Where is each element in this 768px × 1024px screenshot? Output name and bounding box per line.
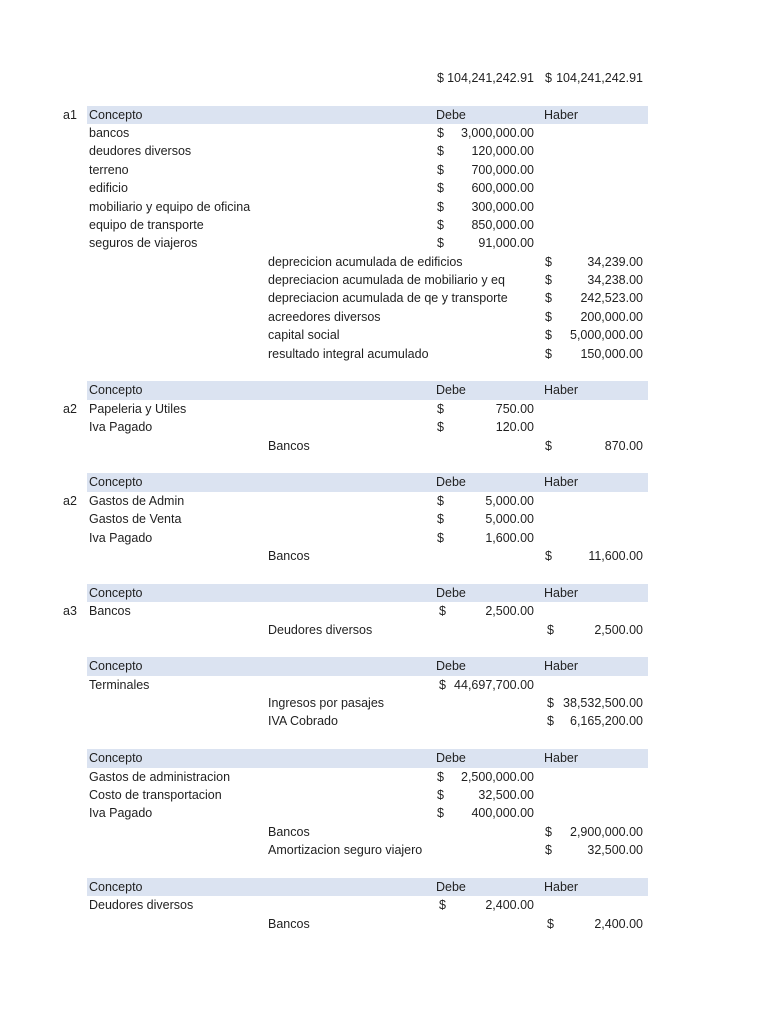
- debit-account: Costo de transportacion: [89, 788, 222, 803]
- debit-line: [0, 510, 768, 528]
- credit-account: acreedores diversos: [268, 309, 381, 324]
- currency-symbol: $: [437, 493, 444, 508]
- totals-row: [0, 69, 768, 87]
- currency-symbol: $: [545, 843, 552, 858]
- debit-account: Papeleria y Utiles: [89, 401, 187, 416]
- column-header-debe: Debe: [436, 475, 466, 490]
- currency-symbol: $: [545, 548, 552, 563]
- debit-line: [0, 400, 768, 418]
- column-header-debe: Debe: [436, 879, 466, 894]
- debit-account: terreno: [89, 162, 129, 177]
- credit-line: [0, 547, 768, 565]
- column-header-haber: Haber: [544, 383, 579, 398]
- debit-account: seguros de viajeros: [89, 236, 198, 251]
- credit-line: [0, 694, 768, 712]
- credit-amount: 32,500.00: [587, 843, 643, 858]
- debit-account: Gastos de administracion: [89, 769, 231, 784]
- column-header-debe: Debe: [436, 659, 466, 674]
- credit-line: [0, 271, 768, 289]
- entry-header-row: [0, 381, 768, 399]
- debit-account: mobiliario y equipo de oficina: [89, 199, 251, 214]
- debit-amount: 5,000.00: [485, 493, 534, 508]
- currency-symbol: $: [545, 273, 552, 288]
- credit-account: capital social: [268, 328, 340, 343]
- debit-amount: 1,600.00: [485, 530, 534, 545]
- credit-account: Deudores diversos: [268, 622, 373, 637]
- credit-account: Bancos: [268, 824, 310, 839]
- debit-account: bancos: [89, 125, 130, 140]
- entry-header-row: [0, 657, 768, 675]
- currency-symbol: $: [437, 70, 444, 85]
- credit-line: [0, 823, 768, 841]
- entry-label: a1: [63, 107, 77, 122]
- column-header-debe: Debe: [436, 585, 466, 600]
- credit-account: Amortizacion seguro viajero: [268, 843, 423, 858]
- currency-symbol: $: [437, 530, 444, 545]
- column-header-concepto: Concepto: [89, 659, 143, 674]
- currency-symbol: $: [545, 824, 552, 839]
- debit-amount: 120,000.00: [471, 144, 534, 159]
- credit-amount: 34,239.00: [587, 254, 643, 269]
- currency-symbol: $: [545, 70, 552, 85]
- column-header-concepto: Concepto: [89, 383, 143, 398]
- credit-amount: 2,900,000.00: [570, 824, 643, 839]
- currency-symbol: $: [437, 236, 444, 251]
- column-header-haber: Haber: [544, 879, 579, 894]
- debit-line: [0, 142, 768, 160]
- credit-amount: 5,000,000.00: [570, 328, 643, 343]
- column-header-concepto: Concepto: [89, 751, 143, 766]
- debit-line: [0, 676, 768, 694]
- debit-amount: 32,500.00: [478, 788, 534, 803]
- column-header-haber: Haber: [544, 475, 579, 490]
- debit-line: [0, 602, 768, 620]
- currency-symbol: $: [545, 291, 552, 306]
- credit-amount: 38,532,500.00: [563, 696, 643, 711]
- debit-amount: 2,400.00: [485, 898, 534, 913]
- total-haber: 104,241,242.91: [556, 70, 643, 85]
- currency-symbol: $: [437, 769, 444, 784]
- currency-symbol: $: [437, 162, 444, 177]
- credit-amount: 870.00: [604, 438, 643, 453]
- currency-symbol: $: [547, 714, 554, 729]
- currency-symbol: $: [437, 788, 444, 803]
- currency-symbol: $: [545, 328, 552, 343]
- currency-symbol: $: [439, 604, 446, 619]
- debit-amount: 750.00: [495, 401, 534, 416]
- credit-account: Bancos: [268, 548, 310, 563]
- currency-symbol: $: [545, 309, 552, 324]
- currency-symbol: $: [437, 512, 444, 527]
- currency-symbol: $: [545, 346, 552, 361]
- credit-amount: 6,165,200.00: [570, 714, 643, 729]
- debit-account: deudores diversos: [89, 144, 192, 159]
- entry-label: a2: [63, 493, 77, 508]
- column-header-debe: Debe: [436, 751, 466, 766]
- debit-account: Iva Pagado: [89, 530, 153, 545]
- debit-amount: 2,500.00: [485, 604, 534, 619]
- currency-symbol: $: [545, 254, 552, 269]
- journal-sheet: [0, 69, 768, 933]
- debit-amount: 3,000,000.00: [461, 125, 534, 140]
- credit-amount: 2,500.00: [594, 622, 643, 637]
- column-header-concepto: Concepto: [89, 475, 143, 490]
- currency-symbol: $: [437, 401, 444, 416]
- debit-amount: 91,000.00: [478, 236, 534, 251]
- currency-symbol: $: [437, 125, 444, 140]
- credit-amount: 11,600.00: [588, 548, 643, 563]
- credit-line: [0, 289, 768, 307]
- entry-header-row: [0, 749, 768, 767]
- debit-account: Deudores diversos: [89, 898, 194, 913]
- debit-amount: 600,000.00: [471, 181, 534, 196]
- credit-account: depreciacion acumulada de mobiliario y eq: [268, 273, 505, 288]
- column-header-concepto: Concepto: [89, 879, 143, 894]
- column-header-haber: Haber: [544, 659, 579, 674]
- debit-line: [0, 492, 768, 510]
- currency-symbol: $: [547, 916, 554, 931]
- debit-line: [0, 804, 768, 822]
- credit-account: depreciacion acumulada de qe y transporte: [268, 291, 508, 306]
- credit-line: [0, 915, 768, 933]
- credit-line: [0, 253, 768, 271]
- debit-line: [0, 124, 768, 142]
- debit-line: [0, 768, 768, 786]
- credit-line: [0, 308, 768, 326]
- entry-header-row: [0, 106, 768, 124]
- credit-line: [0, 326, 768, 344]
- credit-account: Bancos: [268, 438, 310, 453]
- debit-account: equipo de transporte: [89, 217, 204, 232]
- debit-line: [0, 216, 768, 234]
- debit-amount: 44,697,700.00: [454, 677, 534, 692]
- debit-line: [0, 234, 768, 252]
- entry-label: a2: [63, 401, 77, 416]
- entry-header-row: [0, 878, 768, 896]
- debit-line: [0, 896, 768, 914]
- entry-header-row: [0, 473, 768, 491]
- debit-amount: 850,000.00: [471, 217, 534, 232]
- entry-header-row: [0, 584, 768, 602]
- credit-account: Ingresos por pasajes: [268, 696, 385, 711]
- credit-line: [0, 841, 768, 859]
- debit-amount: 120.00: [495, 420, 534, 435]
- column-header-haber: Haber: [544, 585, 579, 600]
- credit-account: deprecicion acumulada de edificios: [268, 254, 463, 269]
- credit-account: resultado integral acumulado: [268, 346, 429, 361]
- credit-amount: 150,000.00: [580, 346, 643, 361]
- column-header-haber: Haber: [544, 107, 579, 122]
- debit-amount: 2,500,000.00: [461, 769, 534, 784]
- debit-account: Terminales: [89, 677, 150, 692]
- column-header-debe: Debe: [436, 383, 466, 398]
- debit-line: [0, 161, 768, 179]
- column-header-concepto: Concepto: [89, 107, 143, 122]
- debit-account: Iva Pagado: [89, 420, 153, 435]
- currency-symbol: $: [545, 438, 552, 453]
- currency-symbol: $: [437, 144, 444, 159]
- debit-account: Gastos de Admin: [89, 493, 185, 508]
- debit-line: [0, 179, 768, 197]
- debit-line: [0, 418, 768, 436]
- column-header-debe: Debe: [436, 107, 466, 122]
- debit-amount: 400,000.00: [471, 806, 534, 821]
- credit-amount: 2,400.00: [594, 916, 643, 931]
- debit-account: Bancos: [89, 604, 131, 619]
- debit-account: Iva Pagado: [89, 806, 153, 821]
- credit-line: [0, 437, 768, 455]
- currency-symbol: $: [439, 898, 446, 913]
- currency-symbol: $: [439, 677, 446, 692]
- currency-symbol: $: [547, 622, 554, 637]
- debit-amount: 5,000.00: [485, 512, 534, 527]
- credit-line: [0, 712, 768, 730]
- debit-amount: 700,000.00: [471, 162, 534, 177]
- total-debe: 104,241,242.91: [447, 70, 534, 85]
- credit-account: IVA Cobrado: [268, 714, 338, 729]
- currency-symbol: $: [437, 420, 444, 435]
- debit-account: Gastos de Venta: [89, 512, 182, 527]
- column-header-haber: Haber: [544, 751, 579, 766]
- currency-symbol: $: [437, 181, 444, 196]
- credit-line: [0, 345, 768, 363]
- entry-label: a3: [63, 604, 77, 619]
- debit-amount: 300,000.00: [471, 199, 534, 214]
- debit-account: edificio: [89, 181, 128, 196]
- column-header-concepto: Concepto: [89, 585, 143, 600]
- currency-symbol: $: [547, 696, 554, 711]
- debit-line: [0, 786, 768, 804]
- currency-symbol: $: [437, 199, 444, 214]
- debit-line: [0, 198, 768, 216]
- credit-line: [0, 621, 768, 639]
- credit-amount: 242,523.00: [580, 291, 643, 306]
- credit-amount: 34,238.00: [587, 273, 643, 288]
- debit-line: [0, 529, 768, 547]
- currency-symbol: $: [437, 217, 444, 232]
- currency-symbol: $: [437, 806, 444, 821]
- credit-account: Bancos: [268, 916, 310, 931]
- credit-amount: 200,000.00: [580, 309, 643, 324]
